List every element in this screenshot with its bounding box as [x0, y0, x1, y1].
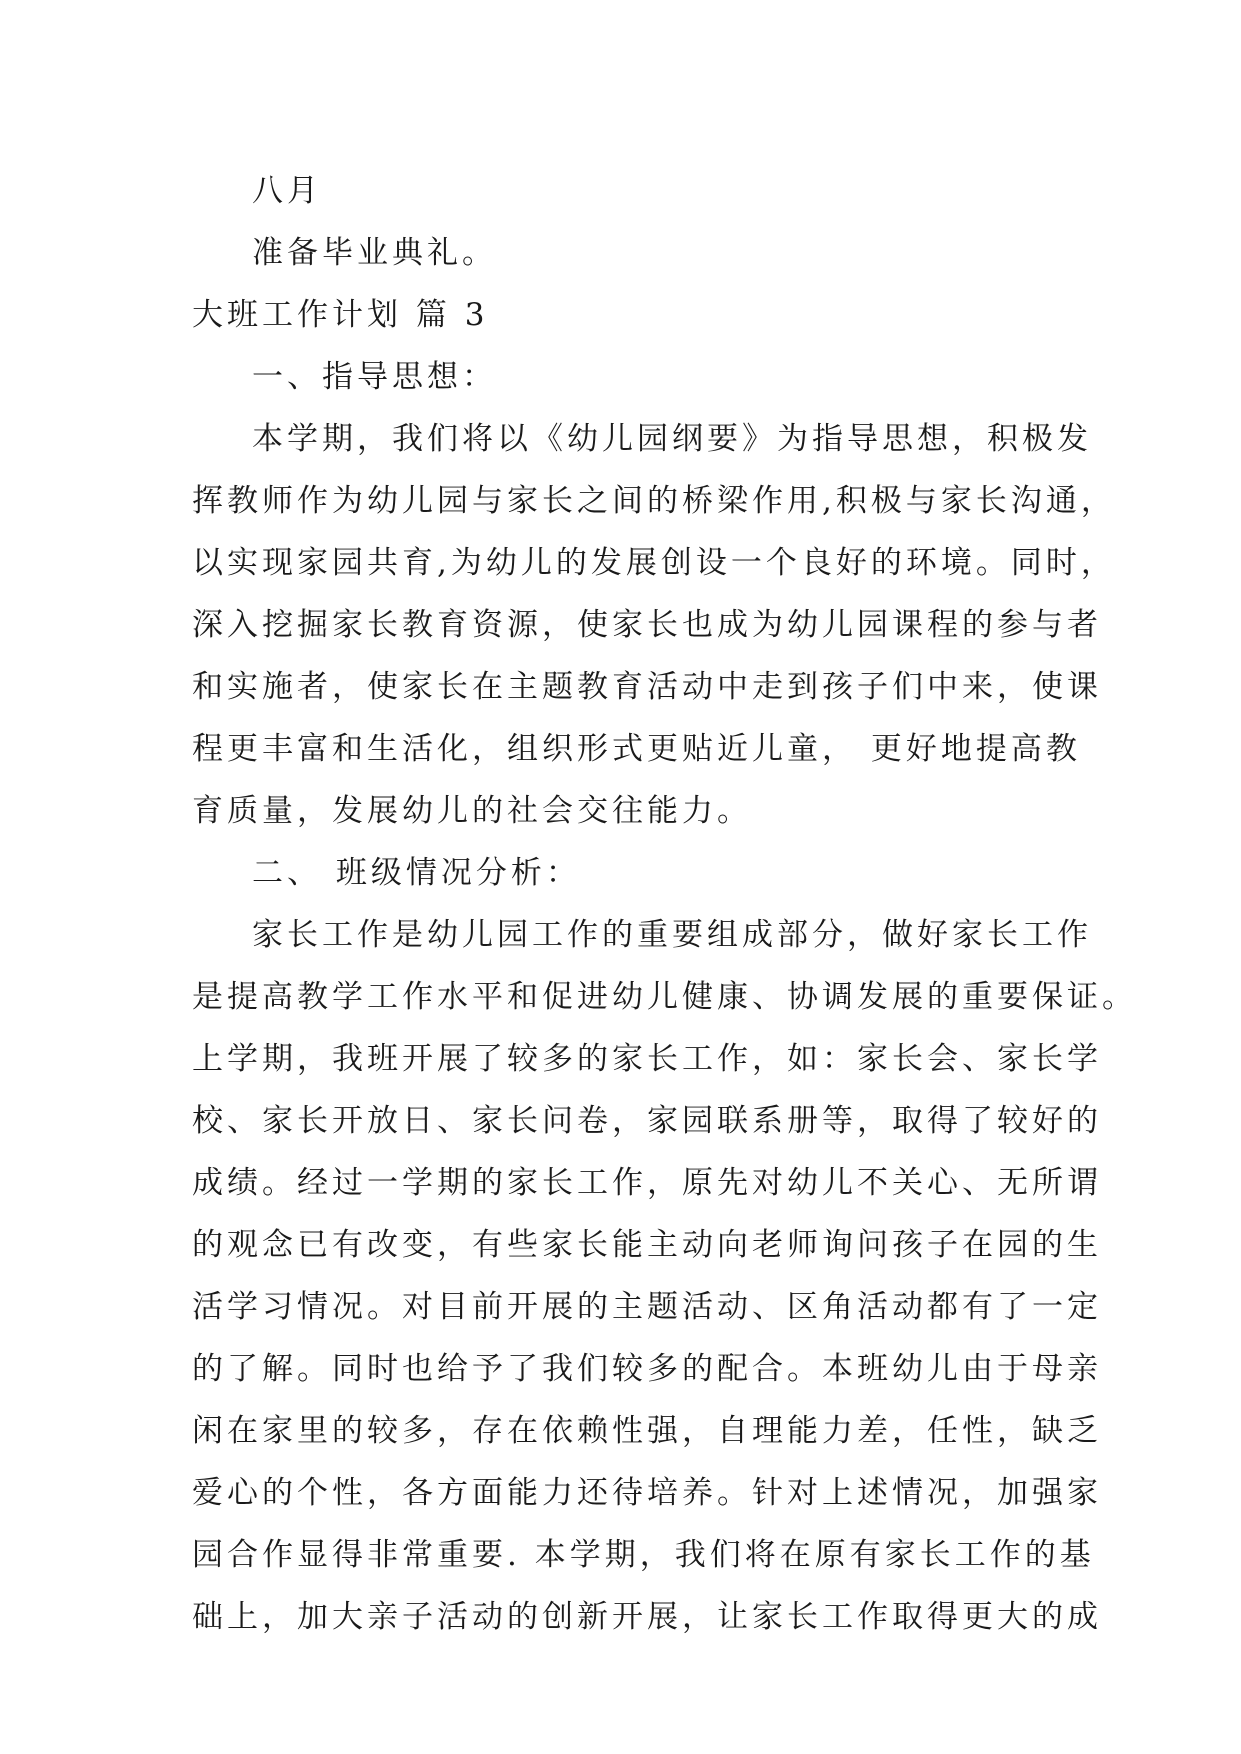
paragraph-line: 的了解。同时也给予了我们较多的配合。本班幼儿由于母亲 — [192, 1351, 1102, 1387]
heading-guiding-ideology: 一、指导思想： — [252, 359, 497, 395]
paragraph-line: 活学习情况。对目前开展的主题活动、区角活动都有了一定 — [192, 1289, 1102, 1325]
paragraph-line: 本学期，我们将以《幼儿园纲要》为指导思想，积极发 — [252, 421, 1092, 457]
paragraph-line: 育质量，发展幼儿的社会交往能力。 — [192, 793, 752, 829]
paragraph-line: 挥教师作为幼儿园与家长之间的桥梁作用,积极与家长沟通， — [192, 483, 1116, 519]
paragraph-line: 闲在家里的较多，存在依赖性强，自理能力差，任性，缺乏 — [192, 1413, 1102, 1449]
paragraph-line: 家长工作是幼儿园工作的重要组成部分，做好家长工作 — [252, 917, 1092, 953]
paragraph-line: 程更丰富和生活化，组织形式更贴近儿童， 更好地提高教 — [192, 731, 1081, 767]
paragraph-line: 校、家长开放日、家长问卷，家园联系册等，取得了较好的 — [192, 1103, 1102, 1139]
paragraph-line: 以实现家园共育,为幼儿的发展创设一个良好的环境。同时， — [192, 545, 1116, 581]
paragraph-line: 和实施者，使家长在主题教育活动中走到孩子们中来，使课 — [192, 669, 1102, 705]
section-title: 大班工作计划 篇 3 — [192, 297, 489, 333]
paragraph-line: 是提高教学工作水平和促进幼儿健康、协调发展的重要保证。 — [192, 979, 1137, 1015]
paragraph-line: 础上，加大亲子活动的创新开展，让家长工作取得更大的成 — [192, 1599, 1102, 1635]
paragraph-line: 深入挖掘家长教育资源，使家长也成为幼儿园课程的参与者 — [192, 607, 1102, 643]
paragraph-line: 上学期，我班开展了较多的家长工作，如：家长会、家长学 — [192, 1041, 1102, 1077]
month-heading: 八月 — [252, 173, 322, 209]
paragraph-line: 的观念已有改变，有些家长能主动向老师询问孩子在园的生 — [192, 1227, 1102, 1263]
month-task: 准备毕业典礼。 — [252, 235, 497, 271]
paragraph-line: 园合作显得非常重要. 本学期，我们将在原有家长工作的基 — [192, 1537, 1095, 1573]
paragraph-line: 成绩。经过一学期的家长工作，原先对幼儿不关心、无所谓 — [192, 1165, 1102, 1201]
paragraph-line: 爱心的个性，各方面能力还待培养。针对上述情况，加强家 — [192, 1475, 1102, 1511]
heading-class-analysis: 二、 班级情况分析： — [252, 855, 581, 891]
document-body — [192, 160, 1137, 1648]
